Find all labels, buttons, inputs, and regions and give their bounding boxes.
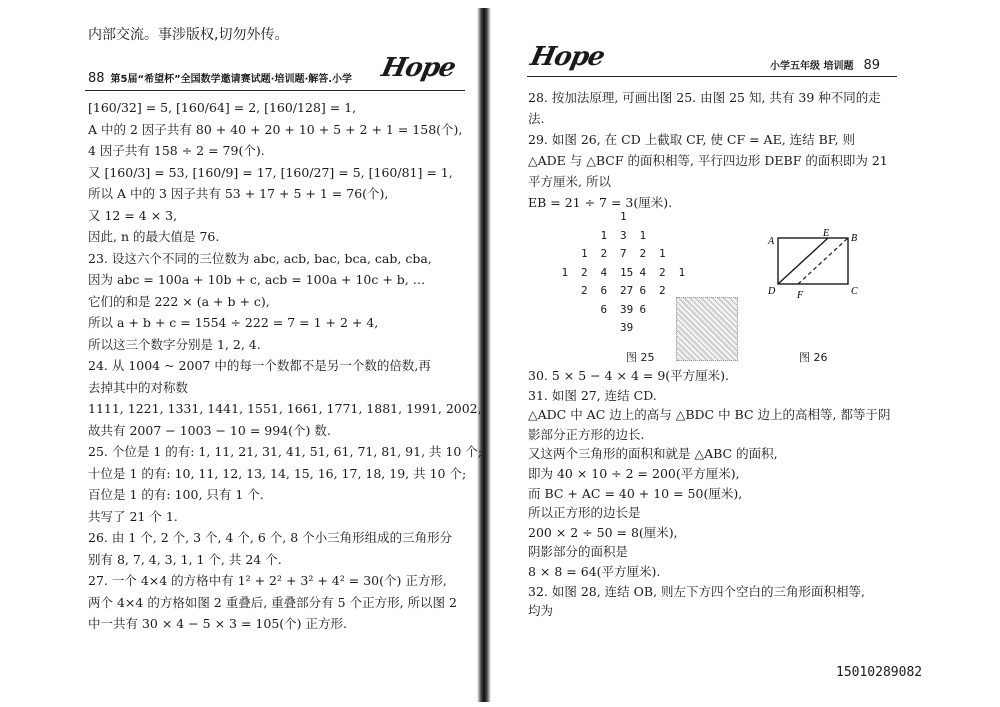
fig26-label-E: E	[823, 228, 830, 239]
left-text-line: 所以 A 中的 3 因子共有 53 + 17 + 5 + 1 = 76(个),	[88, 186, 389, 201]
left-text-line: 4 因子共有 158 ÷ 2 = 79(个).	[88, 143, 265, 158]
left-text-line: 24. 从 1004 ~ 2007 中的每一个数都不是另一个数的倍数,再	[88, 358, 431, 373]
figure-25-cell: 2	[581, 265, 588, 279]
figure-25-cell: 27	[620, 284, 634, 297]
left-text-line: 十位是 1 的有: 10, 11, 12, 13, 14, 15, 16, 17, 18, 19, 共 10 个;	[88, 465, 467, 481]
right-text-line: 28. 按加法原理, 可画出图 25. 由图 25 知, 共有 39 种不同的走	[528, 90, 881, 105]
right-page-number: 89	[863, 58, 881, 73]
left-text-line: A 中的 2 因子共有 80 + 40 + 20 + 10 + 5 + 2 + 1 = 158(个),	[88, 121, 463, 137]
left-text-line: 又 [160/3] = 53, [160/9] = 17, [160/27] = 5, [160/81] = 1,	[88, 164, 453, 180]
fig26-label-F: F	[797, 290, 804, 301]
figure-25-cell: 4	[639, 265, 647, 279]
fig26-line-DE	[778, 238, 828, 284]
left-header-title: 第5届“希望杯”全国数学邀请赛试题·培训题·解答.小学	[110, 74, 353, 85]
figure-26-caption: 图 26	[799, 351, 828, 364]
copyright-notice: 内部交流。事涉版权,切勿外传。	[88, 27, 289, 43]
right-text-line: 31. 如图 27, 连结 CD.	[528, 387, 657, 403]
left-text-line: 因为 abc = 100a + 10b + c, acb = 100a + 10c + b, …	[88, 272, 426, 287]
fig26-label-D: D	[768, 286, 776, 297]
figure-25-cell: 2	[659, 284, 666, 297]
figure-25-cell: 1	[678, 265, 686, 279]
right-header-title: 小学五年级 培训题	[770, 61, 854, 72]
right-text-line: 30. 5 × 5 − 4 × 4 = 9(平方厘米).	[528, 368, 730, 383]
right-text-line: 均为	[528, 603, 554, 619]
figure-25-cell: 15	[620, 265, 634, 279]
left-text-line: 百位是 1 的有: 100, 只有 1 个.	[88, 487, 264, 502]
left-text-line: 别有 8, 7, 4, 3, 1, 1 个, 共 24 个.	[88, 551, 282, 567]
left-text-line: 中一共有 30 × 4 − 5 × 3 = 105(个) 正方形.	[88, 616, 347, 631]
figure-25-cell: 6	[600, 284, 608, 297]
figure-25-cell: 6	[639, 302, 647, 316]
fig26-label-C: C	[851, 286, 858, 297]
left-text-line: [160/32] = 5, [160/64] = 2, [160/128] = 1,	[88, 100, 357, 115]
right-text-line: 又这两个三角形的面积和就是 △ABC 的面积,	[528, 446, 778, 462]
right-text-line: 阴影部分的面积是	[528, 544, 629, 560]
fig26-line-FB	[798, 238, 848, 284]
right-page-header	[770, 57, 880, 73]
right-text-line: 而 BC + AC = 40 + 10 = 50(厘米),	[528, 485, 743, 501]
figure-25-cell: 6	[639, 284, 647, 297]
left-text-line: 所以这三个数字分别是 1, 2, 4.	[88, 336, 261, 352]
figure-25-cell: 1	[659, 247, 666, 260]
figure-25-caption: 图 25	[626, 351, 655, 364]
fig26-label-B: B	[851, 233, 858, 244]
figure-25-cell: 7	[620, 247, 627, 260]
right-text-line: 32. 如图 28, 连结 OB, 则左下方四个空白的三角形面积相等,	[528, 583, 866, 599]
figure-25-cell: 39	[620, 321, 634, 334]
hope-logo-right: Hope	[527, 42, 607, 72]
left-page-number: 88	[88, 71, 105, 86]
fig26-rectangle	[778, 238, 848, 284]
left-text-line: 27. 一个 4×4 的方格中有 1² + 2² + 3² + 4² = 30(个) 正方形,	[88, 573, 447, 588]
figure-25-cell: 1	[581, 247, 588, 260]
right-text-line: 8 × 8 = 64(平方厘米).	[528, 564, 661, 579]
right-text-line: △ADC 中 AC 边上的高与 △BDC 中 BC 边上的高相等, 都等于阴	[528, 407, 891, 423]
left-text-line: 去掉其中的对称数	[88, 379, 189, 395]
right-header-rule	[527, 76, 897, 77]
right-text-line: 所以正方形的边长是	[528, 505, 641, 521]
figure-25-cell: 2	[600, 247, 608, 260]
left-text-line: 1111, 1221, 1331, 1441, 1551, 1661, 1771, 1881, 1991, 2002,	[88, 401, 482, 416]
left-text-line: 两个 4×4 的方格如图 2 重叠后, 重叠部分有 5 个正方形, 所以图 2	[88, 594, 457, 610]
figure-25-cell: 1	[620, 210, 627, 223]
left-text-line: 25. 个位是 1 的有: 1, 11, 21, 31, 41, 51, 61, 71, 81, 91, 共 10 个;	[88, 444, 483, 459]
left-text-line: 它们的和是 222 × (a + b + c),	[88, 293, 270, 309]
left-text-line: 又 12 = 4 × 3,	[88, 207, 178, 223]
figure-25-cell: 2	[581, 284, 588, 297]
right-text-line: 法.	[528, 111, 545, 126]
left-text-line: 因此, n 的最大值是 76.	[88, 229, 220, 244]
figure-25-cell: 1	[561, 265, 569, 279]
fig26-label-A: A	[768, 236, 775, 247]
footer-number: 15010289082	[836, 665, 923, 680]
figure-25-cell: 2	[639, 247, 647, 260]
left-text-line: 26. 由 1 个, 2 个, 3 个, 4 个, 6 个, 8 个小三角形组成的三角形分	[88, 530, 453, 545]
figure-26-diagram	[760, 226, 870, 306]
right-text-line: △ADE 与 △BCF 的面积相等, 平行四边形 DEBF 的面积即为 21	[528, 153, 888, 168]
right-text-line: 影部分正方形的边长.	[528, 426, 645, 442]
figure-25-cell: 2	[659, 265, 666, 279]
right-text-line: 29. 如图 26, 在 CD 上截取 CF, 使 CF = AE, 连结 BF, 则	[528, 132, 855, 147]
right-text-line: 平方厘米, 所以	[528, 174, 611, 189]
left-text-line: 故共有 2007 − 1003 − 10 = 994(个) 数.	[88, 422, 331, 438]
left-page-header	[88, 70, 373, 86]
figure-25-cell: 1	[639, 228, 647, 242]
right-text-line: 即为 40 × 10 ÷ 2 = 200(平方厘米),	[528, 466, 740, 481]
right-text-line: 200 × 2 ÷ 50 = 8(厘米),	[528, 524, 678, 540]
left-text-line: 所以 a + b + c = 1554 ÷ 222 = 7 = 1 + 2 + 4,	[88, 315, 379, 330]
right-text-line: EB = 21 ÷ 7 = 3(厘米).	[528, 195, 673, 210]
left-header-rule	[85, 90, 465, 91]
figure-25-cell: 39	[620, 302, 634, 316]
figure-25-cell: 4	[600, 265, 608, 279]
book-spine-gutter	[477, 8, 491, 702]
figure-25-cell: 6	[600, 302, 608, 316]
figure-25-cell: 1	[600, 228, 608, 242]
figure-25-cell: 3	[620, 228, 627, 242]
left-text-line: 23. 设这六个不同的三位数为 abc, acb, bac, bca, cab, cba,	[88, 250, 432, 266]
hope-logo-left: Hope	[378, 53, 458, 83]
library-stamp	[676, 297, 738, 361]
left-text-line: 共写了 21 个 1.	[88, 508, 178, 524]
